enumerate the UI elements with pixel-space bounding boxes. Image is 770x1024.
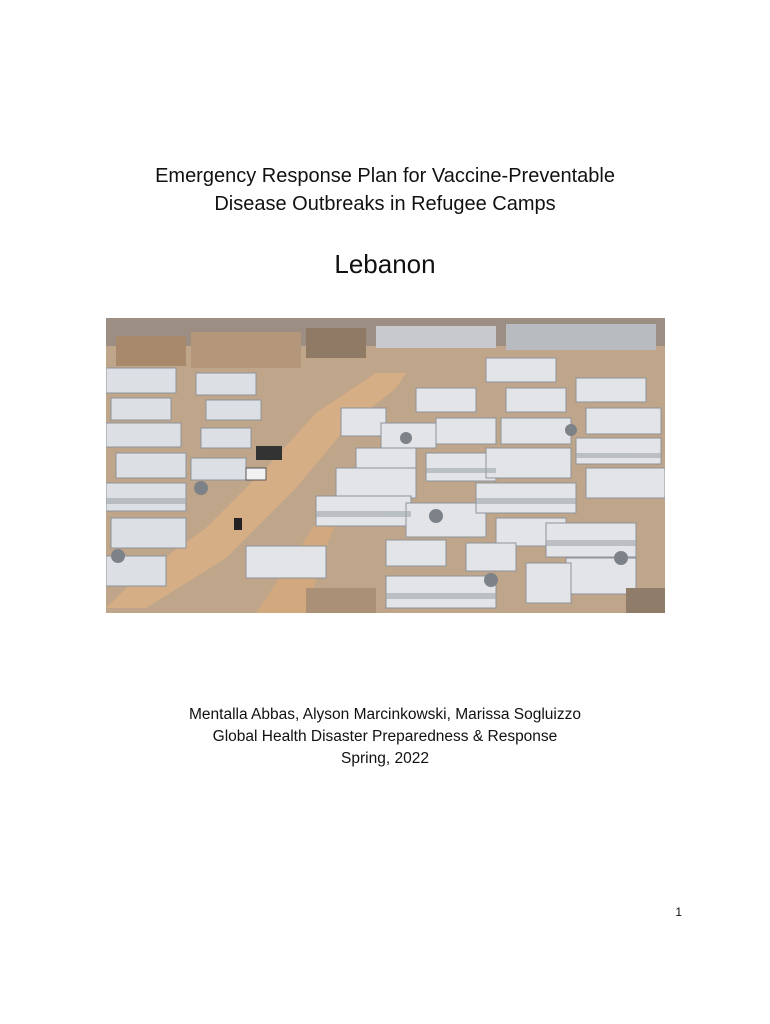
term: Spring, 2022 — [341, 750, 429, 767]
course-name: Global Health Disaster Preparedness & Response — [212, 728, 558, 745]
document-title — [0, 162, 770, 218]
refugee-camp-image — [106, 318, 665, 613]
document-subtitle: Lebanon — [334, 249, 436, 279]
cover-photo — [106, 318, 665, 613]
cover-credits — [0, 704, 770, 770]
title-line-2: Disease Outbreaks in Refugee Camps — [214, 193, 556, 215]
authors: Mentalla Abbas, Alyson Marcinkowski, Marissa Sogluizzo — [189, 706, 581, 723]
title-line-1: Emergency Response Plan for Vaccine-Preventable — [155, 165, 615, 187]
page-number: 1 — [675, 905, 682, 919]
